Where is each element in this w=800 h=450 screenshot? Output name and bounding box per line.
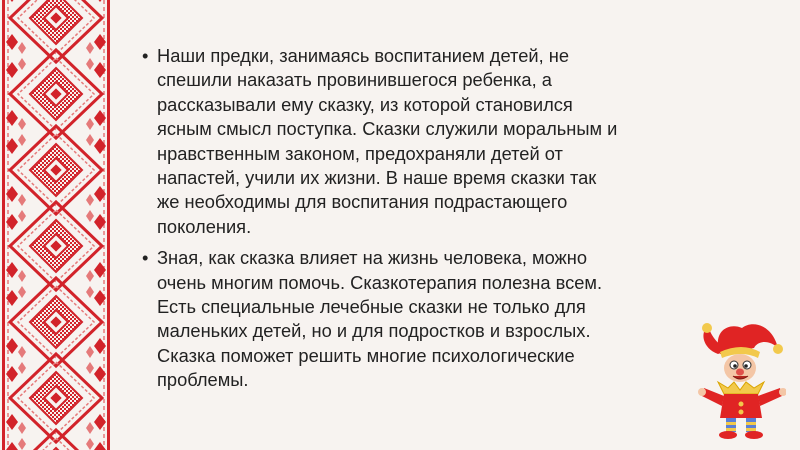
bullet-mark: • [142,45,149,66]
bullet-list [140,44,710,393]
bullet-item [140,44,710,239]
jester-puppet-icon [698,318,786,440]
embroidery-ornament [0,0,112,450]
paragraph-fairytale-therapy: Зная, как сказка влияет на жизнь человека, можно очень многим помочь. Сказкотерапия полезна всем. Есть специальные лечебные сказки не только для маленьких детей, но и для подростков и взрослых. Сказка поможет решить многие психологические проблемы. [157,247,603,391]
bullet-item [140,246,710,392]
text-content [140,44,710,400]
bullet-mark: • [142,247,149,269]
paragraph-ancestors: Наши предки, занимаясь воспитанием детей, не спешили наказать провинившегося ребенка, а рассказывали ему сказку, из которой становился ясным смысл поступка. Сказки служили моральным и нравственным законом, предохраняли детей от напастей, учили их жизни. В наше время сказки так же необходимы для воспитания подрастающего поколения. [157,45,618,237]
